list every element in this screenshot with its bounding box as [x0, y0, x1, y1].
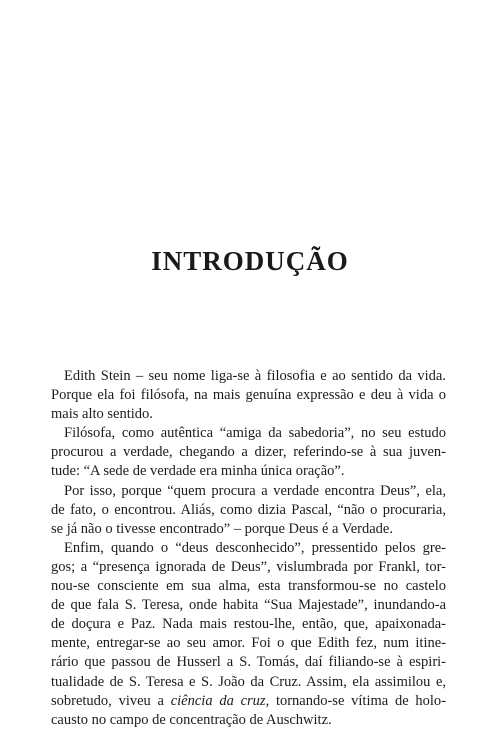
- paragraph-4-line-9: [51, 692, 446, 711]
- chapter-title: INTRODUÇÃO: [151, 246, 349, 276]
- italic-phrase: ciência da cruz: [170, 692, 266, 709]
- paragraph-1-line-2: Porque ela foi filósofa, na mais genuína expressão e deu à vida o: [51, 387, 446, 404]
- paragraph-4-line-3: nou-se consciente em sua alma, esta transformou-se no castelo: [51, 578, 446, 595]
- paragraph-4-line-4: de que fala S. Teresa, onde habita “Sua Majestade”, inundando-a: [51, 597, 446, 614]
- paragraph-1-line-1: Edith Stein – seu nome liga-se à filosofia e ao sentido da vida.: [64, 368, 446, 384]
- paragraph-3-line-1: Por isso, porque “quem procura a verdade encontra Deus”, ela,: [64, 482, 446, 499]
- paragraph-4-line-1: Enfim, quando o “deus desconhecido”, pressentido pelos gre-: [64, 539, 446, 556]
- paragraph-3-line-3: se já não o tivesse encontrado” – porque Deus é a Verdade.: [51, 520, 393, 537]
- paragraph-4-line-6: mente, entregar-se ao seu amor. Foi o que Edith fez, num itine-: [51, 635, 446, 652]
- paragraph-2-line-1: Filósofa, como autêntica “amiga da sabedoria”, no seu estudo: [64, 425, 446, 442]
- paragraph-4-line-2: gos; a “presença ignorada de Deus”, vislumbrada por Frankl, tor-: [51, 558, 446, 575]
- paragraph-4-line-8: tualidade de S. Teresa e S. João da Cruz. Assim, ela assimilou e,: [51, 673, 446, 690]
- paragraph-2-line-3: tude: “A sede de verdade era minha única oração”.: [51, 463, 345, 480]
- line-9-before: sobretudo, viveu a: [51, 692, 171, 709]
- paragraph-4-line-7: rário que passou de Husserl a S. Tomás, daí filiando-se à espiri-: [51, 654, 446, 671]
- paragraph-4-line-10: causto no campo de concentração de Auschwitz.: [51, 711, 332, 728]
- paragraph-3-line-2: de fato, o encontrou. Aliás, como dizia Pascal, “não o procuraria,: [51, 501, 446, 518]
- body-text: [51, 367, 446, 730]
- paragraph-2-line-2: procurou a verdade, chegando a dizer, referindo-se à sua juven-: [51, 444, 446, 461]
- paragraph-4-line-5: de doçura e Paz. Nada mais restou-lhe, então, que, apaixonada-: [51, 616, 446, 633]
- line-9-after: , tornando-se vítima de holo-: [265, 692, 446, 709]
- paragraph-1-line-3: mais alto sentido.: [51, 406, 153, 423]
